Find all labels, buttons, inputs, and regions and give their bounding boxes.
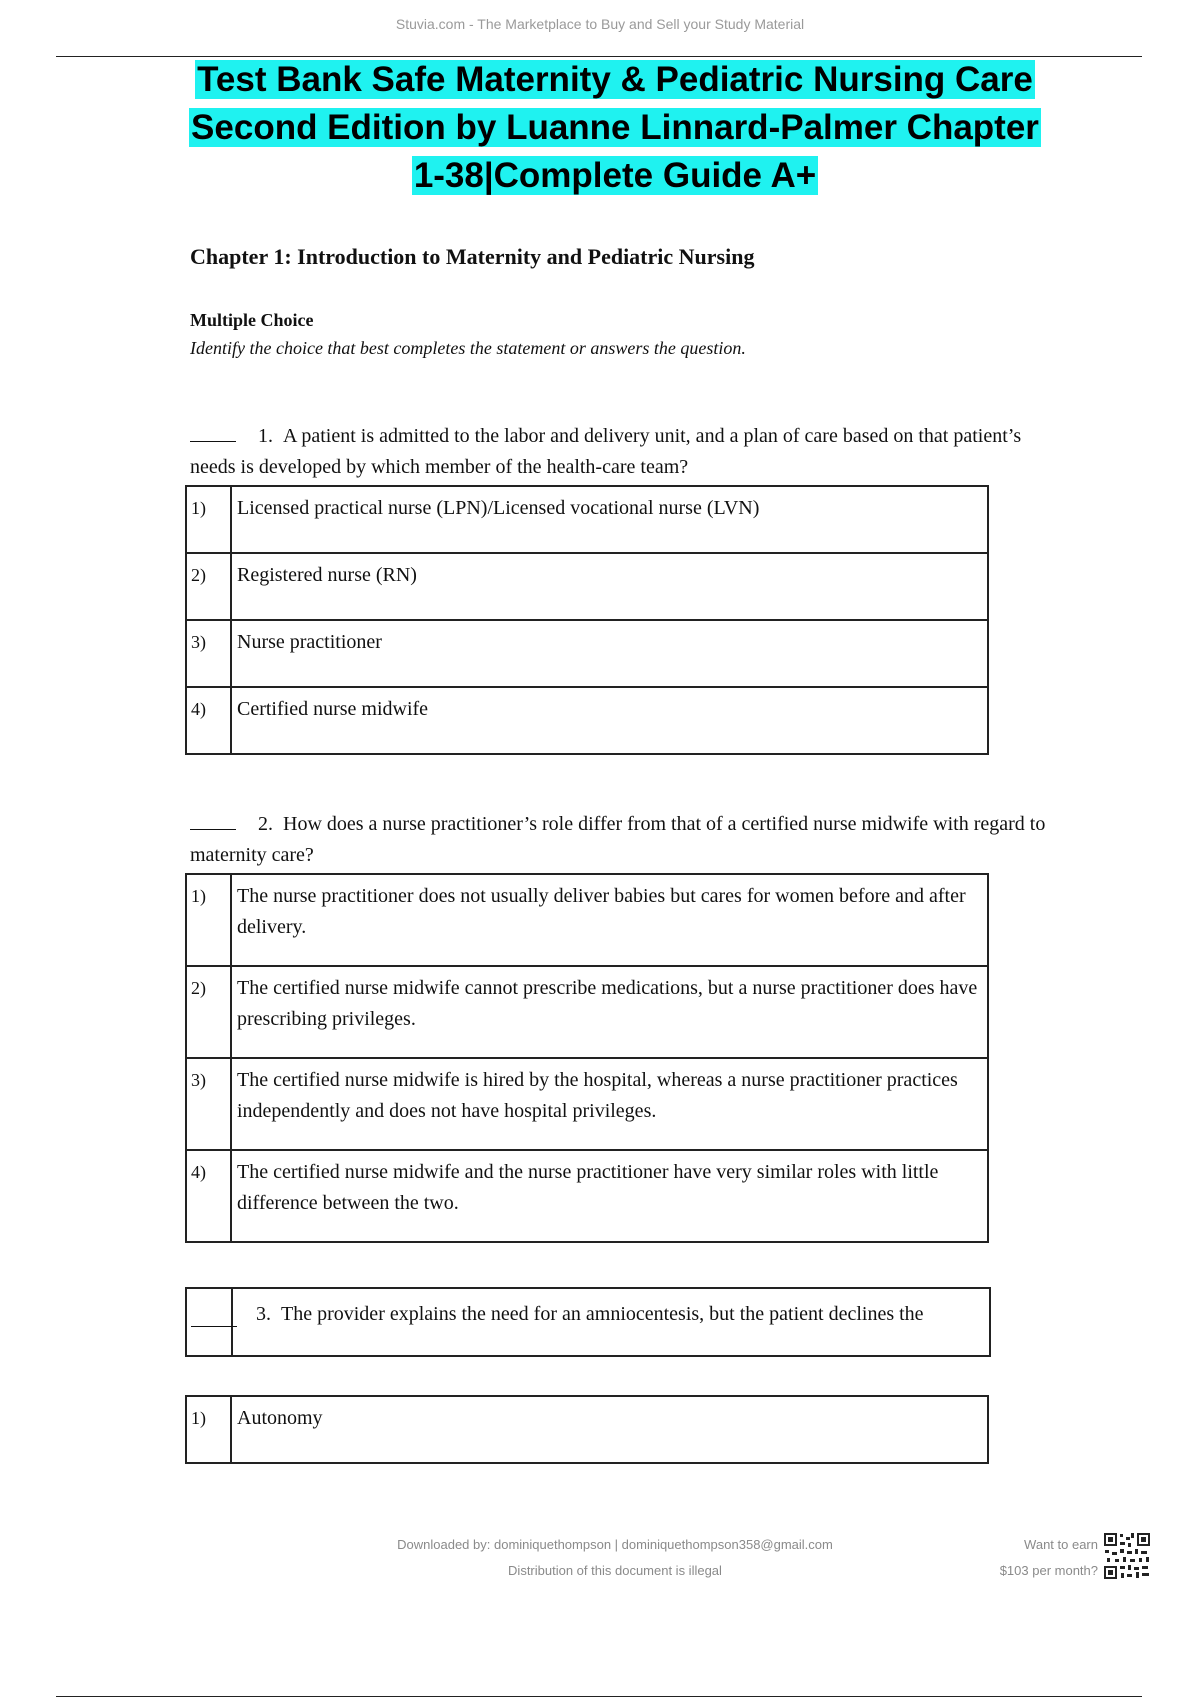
question-text: The provider explains the need for an amniocentesis, but the patient declines the [281, 1303, 924, 1325]
question-number: 2. [258, 813, 273, 835]
answer-blank[interactable] [190, 421, 236, 442]
option-number: 3) [186, 1058, 231, 1150]
option-row[interactable] [186, 687, 988, 754]
option-row[interactable] [186, 1058, 988, 1150]
section-heading: Multiple Choice [190, 310, 314, 330]
footer-distribution: Distribution of this document is illegal [508, 1563, 722, 1578]
question-2 [190, 809, 1070, 871]
question-1-options [185, 485, 989, 755]
option-text: Licensed practical nurse (LPN)/Licensed vocational nurse (LVN) [231, 486, 988, 553]
option-row[interactable] [186, 486, 988, 553]
option-row[interactable] [186, 1150, 988, 1242]
bottom-rule [56, 1696, 1142, 1697]
answer-blank[interactable] [190, 809, 236, 830]
option-text: Nurse practitioner [231, 620, 988, 687]
question-text: A patient is admitted to the labor and delivery unit, and a plan of care based on that patient’s needs is developed by which member of the health-care team? [190, 425, 1022, 478]
chapter-heading: Chapter 1: Introduction to Maternity and Pediatric Nursing [190, 244, 755, 269]
option-text: The certified nurse midwife is hired by the hospital, whereas a nurse practitioner practices independently and does not have hospital privileges. [231, 1058, 988, 1150]
title-line-3: 1-38|Complete Guide A+ [413, 156, 817, 195]
question-number: 1. [258, 425, 273, 447]
option-number: 1) [186, 874, 231, 966]
option-number: 1) [186, 486, 231, 553]
option-text: Autonomy [231, 1396, 988, 1463]
footer-promo-line-2[interactable]: $103 per month? [999, 1563, 1098, 1578]
qr-code-icon[interactable] [1103, 1532, 1151, 1580]
option-text: Registered nurse (RN) [231, 553, 988, 620]
option-row[interactable] [186, 874, 988, 966]
option-number: 1) [186, 1396, 231, 1463]
question-1 [190, 421, 1070, 483]
option-text: The certified nurse midwife and the nurse practitioner have very similar roles with little difference between the two. [231, 1150, 988, 1242]
option-row[interactable] [186, 966, 988, 1058]
title-line-2: Second Edition by Luanne Linnard-Palmer Chapter [191, 108, 1039, 147]
document-title [150, 56, 1080, 200]
divider [231, 1289, 233, 1355]
option-text: The nurse practitioner does not usually deliver babies but cares for women before and after delivery. [231, 874, 988, 966]
option-row[interactable] [186, 553, 988, 620]
header-watermark: Stuvia.com - The Marketplace to Buy and Sell your Study Material [395, 16, 805, 32]
question-2-options [185, 873, 989, 1243]
option-row[interactable] [186, 620, 988, 687]
footer-promo-line-1[interactable]: Want to earn [1024, 1537, 1098, 1552]
option-number: 2) [186, 966, 231, 1058]
question-number: 3. [256, 1303, 271, 1325]
option-number: 2) [186, 553, 231, 620]
answer-blank[interactable] [191, 1326, 237, 1327]
section-instructions: Identify the choice that best completes the statement or answers the question. [190, 338, 746, 358]
option-number: 4) [186, 687, 231, 754]
option-number: 4) [186, 1150, 231, 1242]
title-line-1: Test Bank Safe Maternity & Pediatric Nursing Care [197, 60, 1033, 99]
question-text: How does a nurse practitioner’s role differ from that of a certified nurse midwife with regard to maternity care? [190, 813, 1046, 866]
question-3-options [185, 1395, 989, 1464]
option-number: 3) [186, 620, 231, 687]
option-row[interactable] [186, 1396, 988, 1463]
option-text: The certified nurse midwife cannot prescribe medications, but a nurse practitioner does have prescribing privileges. [231, 966, 988, 1058]
question-3 [256, 1303, 924, 1326]
footer-downloaded-by: Downloaded by: dominiquethompson | dominiquethompson358@gmail.com [397, 1537, 833, 1552]
option-text: Certified nurse midwife [231, 687, 988, 754]
